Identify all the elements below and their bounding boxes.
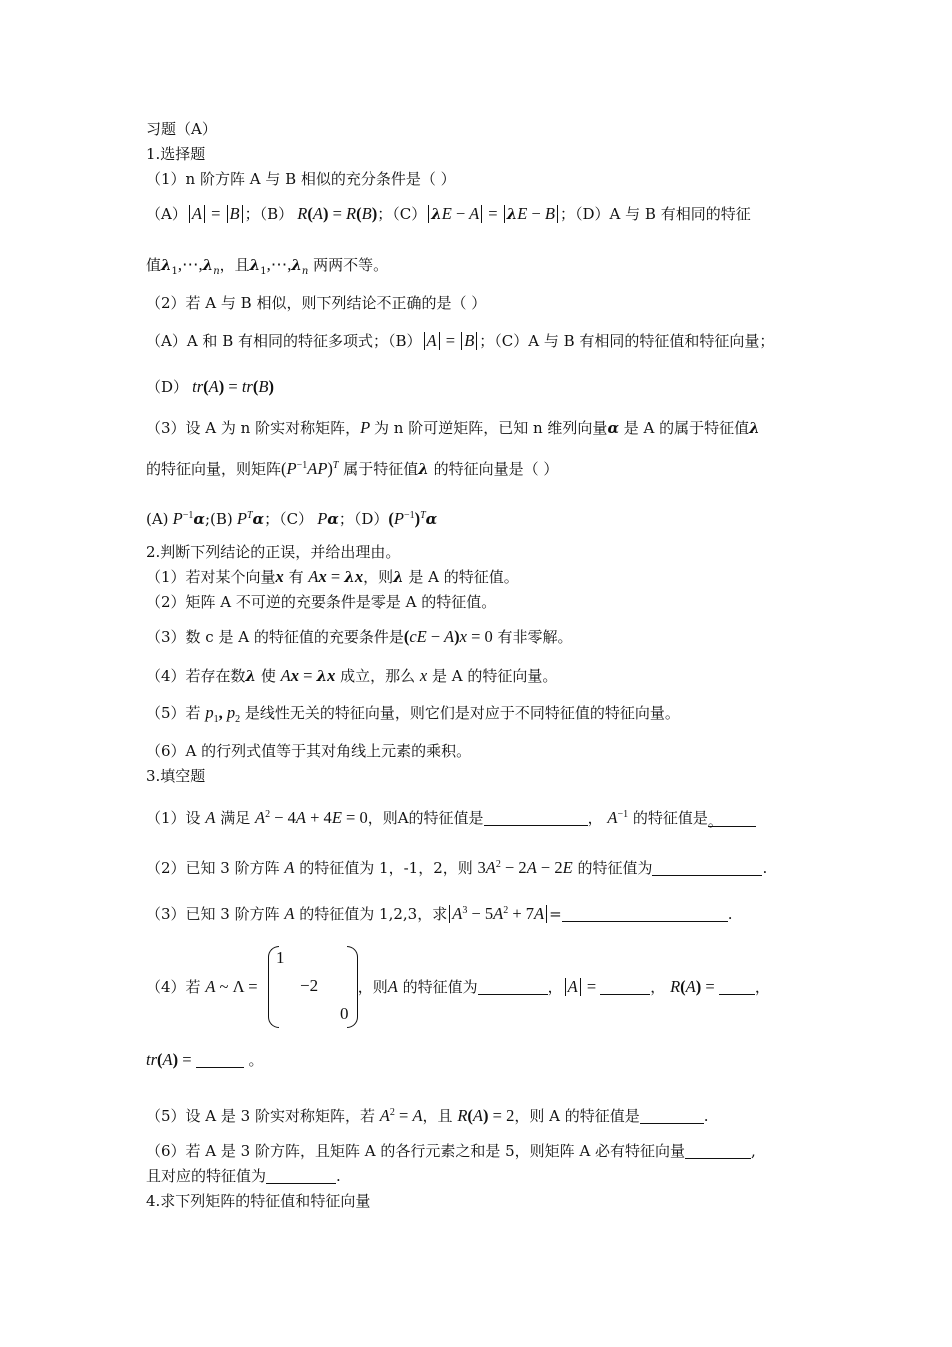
- text-fragment: 的特征向量是（ ）: [433, 460, 559, 478]
- s2-item-3: （3）数 c 是 A 的特征值的充要条件是(cE − A)x = 0 有非零解。: [146, 627, 573, 646]
- text-fragment: ，则 A 的特征值是: [514, 1107, 640, 1125]
- option-b-label: ;(B): [204, 510, 233, 528]
- option-d-label: （D）A 与 B 有相同的特征: [575, 205, 751, 223]
- text-fragment: 的特征值为 1,2,3，求: [299, 905, 448, 923]
- text-fragment: =: [549, 905, 562, 923]
- s2-item-2: （2）矩阵 A 不可逆的充要条件是零是 A 的特征值。: [146, 593, 497, 611]
- text-fragment: 两两不等。: [313, 256, 389, 274]
- text-fragment: ，则A的特征值是: [367, 809, 484, 827]
- s1-q1-options: （A） A = B ；（B） R(A) = R(B)；（C） λE − A = λE − B ；（D）A 与 B 有相同的特征: [146, 204, 751, 223]
- answer-blank[interactable]: 。: [708, 811, 756, 827]
- exercise-heading: 习题（A）: [146, 120, 217, 138]
- s2-item-5: （5）若 $p_1$, $p_2$ 是线性无关的特征向量，则它们是对应于不同特征值的特征向量。: [146, 703, 680, 725]
- text-fragment: （3）数 c 是 A 的特征值的充要条件是: [146, 628, 404, 646]
- option-c-label: （C）: [392, 205, 427, 223]
- section-3-title: 3.填空题: [146, 767, 206, 785]
- text-fragment: （6）若 A 是 3 阶方阵，且矩阵 A 的各行元素之和是 5，则矩阵 A 必有特征向量: [146, 1142, 686, 1160]
- text-fragment: 的特征值为: [402, 978, 478, 996]
- answer-blank[interactable]: [685, 1143, 751, 1159]
- s1-q2-option-d: （D） tr(A) = tr(B): [146, 377, 274, 396]
- s1-q2-stem: （2）若 A 与 B 相似，则下列结论不正确的是（ ）: [146, 294, 487, 312]
- text-fragment: （1）若对某个向量: [146, 568, 276, 586]
- text-fragment: 的特征值为: [577, 859, 653, 877]
- s3-item-3: （3）已知 3 阶方阵 A 的特征值为 1,2,3，求 $A^3 - 5A^2 + 7A$ = .: [146, 904, 733, 923]
- s1-q1-stem: （1）n 阶方阵 A 与 B 相似的充分条件是（ ）: [146, 170, 456, 188]
- text-fragment: （5）设 A 是 3 阶实对称矩阵，若: [146, 1107, 375, 1125]
- option-c-label: （C）: [279, 510, 314, 528]
- s3-item-6-line1: （6）若 A 是 3 阶方阵，且矩阵 A 的各行元素之和是 5，则矩阵 A 必有特征向量 ,: [146, 1142, 756, 1160]
- option-a-label: (A): [146, 510, 169, 528]
- matrix-entry: 1: [276, 948, 285, 967]
- answer-blank[interactable]: [478, 979, 548, 995]
- option-b-label: （B）: [259, 205, 294, 223]
- text-fragment: （4）若: [146, 978, 201, 996]
- text-fragment: 满足: [220, 809, 251, 827]
- text-fragment: 是线性无关的特征向量，则它们是对应于不同特征值的特征向量。: [244, 704, 680, 722]
- answer-blank[interactable]: [719, 979, 755, 995]
- text-fragment: （1）设: [146, 809, 201, 827]
- s3-item-5: （5）设 A 是 3 阶实对称矩阵，若 $A^2 = A$，且 R(A) = 2，则 A 的特征值是 .: [146, 1106, 709, 1125]
- text-fragment: （5）若: [146, 704, 201, 722]
- option-a-label: （A）A 和 B 有相同的特征多项式；: [146, 332, 388, 350]
- option-d-label: （D）: [146, 378, 189, 396]
- text-fragment: 成立，那么: [340, 667, 416, 685]
- s3-item-4: （4）若 A ~ Λ = ，则A 的特征值为 ， A = ， R(A) = ，: [146, 977, 770, 996]
- s1-q1-option-d-cont: 值$\lambda_1,\cdots,\lambda_n$，且$\lambda_1,\cdots,\lambda_n$ 两两不等。: [146, 255, 389, 277]
- matrix-entry: 0: [340, 1004, 349, 1023]
- diagonal-matrix: [262, 946, 362, 1028]
- text-fragment: （2）已知 3 阶方阵: [146, 859, 280, 877]
- text-fragment: 有非零解。: [497, 628, 573, 646]
- answer-blank[interactable]: [640, 1108, 704, 1124]
- answer-blank[interactable]: [484, 810, 588, 826]
- text-fragment: ，且: [219, 256, 250, 274]
- text-fragment: 是 A 的特征向量。: [432, 667, 558, 685]
- text-fragment: 有: [288, 568, 304, 586]
- section-1-title: 1.选择题: [146, 145, 206, 163]
- section-4-title: 4.求下列矩阵的特征值和特征向量: [146, 1192, 371, 1210]
- text-fragment: 的特征向量，则矩阵: [146, 460, 282, 478]
- text-fragment: ，则: [363, 568, 394, 586]
- text-fragment: 值: [146, 256, 162, 274]
- matrix-entry: −2: [300, 976, 319, 995]
- text-fragment: （4）若存在数: [146, 667, 246, 685]
- text-fragment: 是 A 的属于特征值: [623, 419, 750, 437]
- s2-item-4: （4）若存在数λ 使 Ax = λx 成立，那么 x 是 A 的特征向量。: [146, 666, 558, 685]
- s3-item-4-cont: tr(A) = 。: [146, 1050, 264, 1069]
- option-c-label: （C）A 与 B 有相同的特征值和特征向量；: [494, 332, 775, 350]
- s2-item-1: （1）若对某个向量x 有 Ax = λx，则λ 是 A 的特征值。: [146, 567, 519, 586]
- text-fragment: 属于特征值: [343, 460, 419, 478]
- text-fragment: 是 A 的特征值。: [408, 568, 519, 586]
- text-fragment: ，则: [357, 978, 388, 996]
- option-a-label: （A）: [146, 205, 187, 223]
- text-fragment: （3）设 A 为 n 阶实对称矩阵，: [146, 419, 361, 437]
- text-fragment: 的特征值为 1，-1，2，则: [299, 859, 473, 877]
- answer-blank[interactable]: [266, 1168, 336, 1184]
- section-2-title: 2.判断下列结论的正误，并给出理由。: [146, 543, 401, 561]
- answer-blank[interactable]: [652, 860, 762, 876]
- text-fragment: 且对应的特征值为: [146, 1167, 267, 1185]
- answer-blank[interactable]: [600, 979, 650, 995]
- s3-item-1: （1）设 A 满足 $A^2 - 4A + 4E = 0$，则A的特征值是 ， $A^{-1}$ 的特征值是。: [146, 805, 816, 828]
- option-d-label: （D）: [353, 510, 389, 528]
- matrix-right-paren: [347, 946, 358, 1028]
- s1-q2-options: （A）A 和 B 有相同的特征多项式；（B） A = B ；（C）A 与 B 有相同的特征值和特征向量；: [146, 331, 775, 350]
- option-b-label: （B）: [388, 332, 422, 350]
- s3-item-6-line2: 且对应的特征值为 .: [146, 1167, 341, 1185]
- s1-q3-stem-line2: 的特征向量，则矩阵$(P^{-1}AP)^T$ 属于特征值λ 的特征向量是（ ）: [146, 459, 559, 478]
- text-fragment: ，且: [422, 1107, 453, 1125]
- s1-q3-stem-line1: （3）设 A 为 n 阶实对称矩阵，P 为 n 阶可逆矩阵，已知 n 维列向量α 是 A 的属于特征值λ: [146, 418, 760, 437]
- text-fragment: （3）已知 3 阶方阵: [146, 905, 280, 923]
- answer-blank[interactable]: [196, 1052, 244, 1068]
- s3-item-2: （2）已知 3 阶方阵 A 的特征值为 1，-1，2，则 $3A^2 - 2A - 2E$ 的特征值为 .: [146, 858, 768, 877]
- text-fragment: 使: [260, 667, 276, 685]
- s1-q3-options: (A) $P^{-1}\alpha;(B)$ $P^T\alpha$；（C） Pα；$(D)(P^{-1})^T\alpha$: [146, 509, 438, 528]
- text-fragment: 的特征值是: [632, 809, 708, 827]
- text-fragment: 为 n 阶可逆矩阵，已知 n 维列向量: [374, 419, 608, 437]
- s2-item-6: （6）A 的行列式值等于其对角线上元素的乘积。: [146, 742, 472, 760]
- answer-blank[interactable]: [562, 906, 728, 922]
- text-fragment: ，: [587, 809, 603, 827]
